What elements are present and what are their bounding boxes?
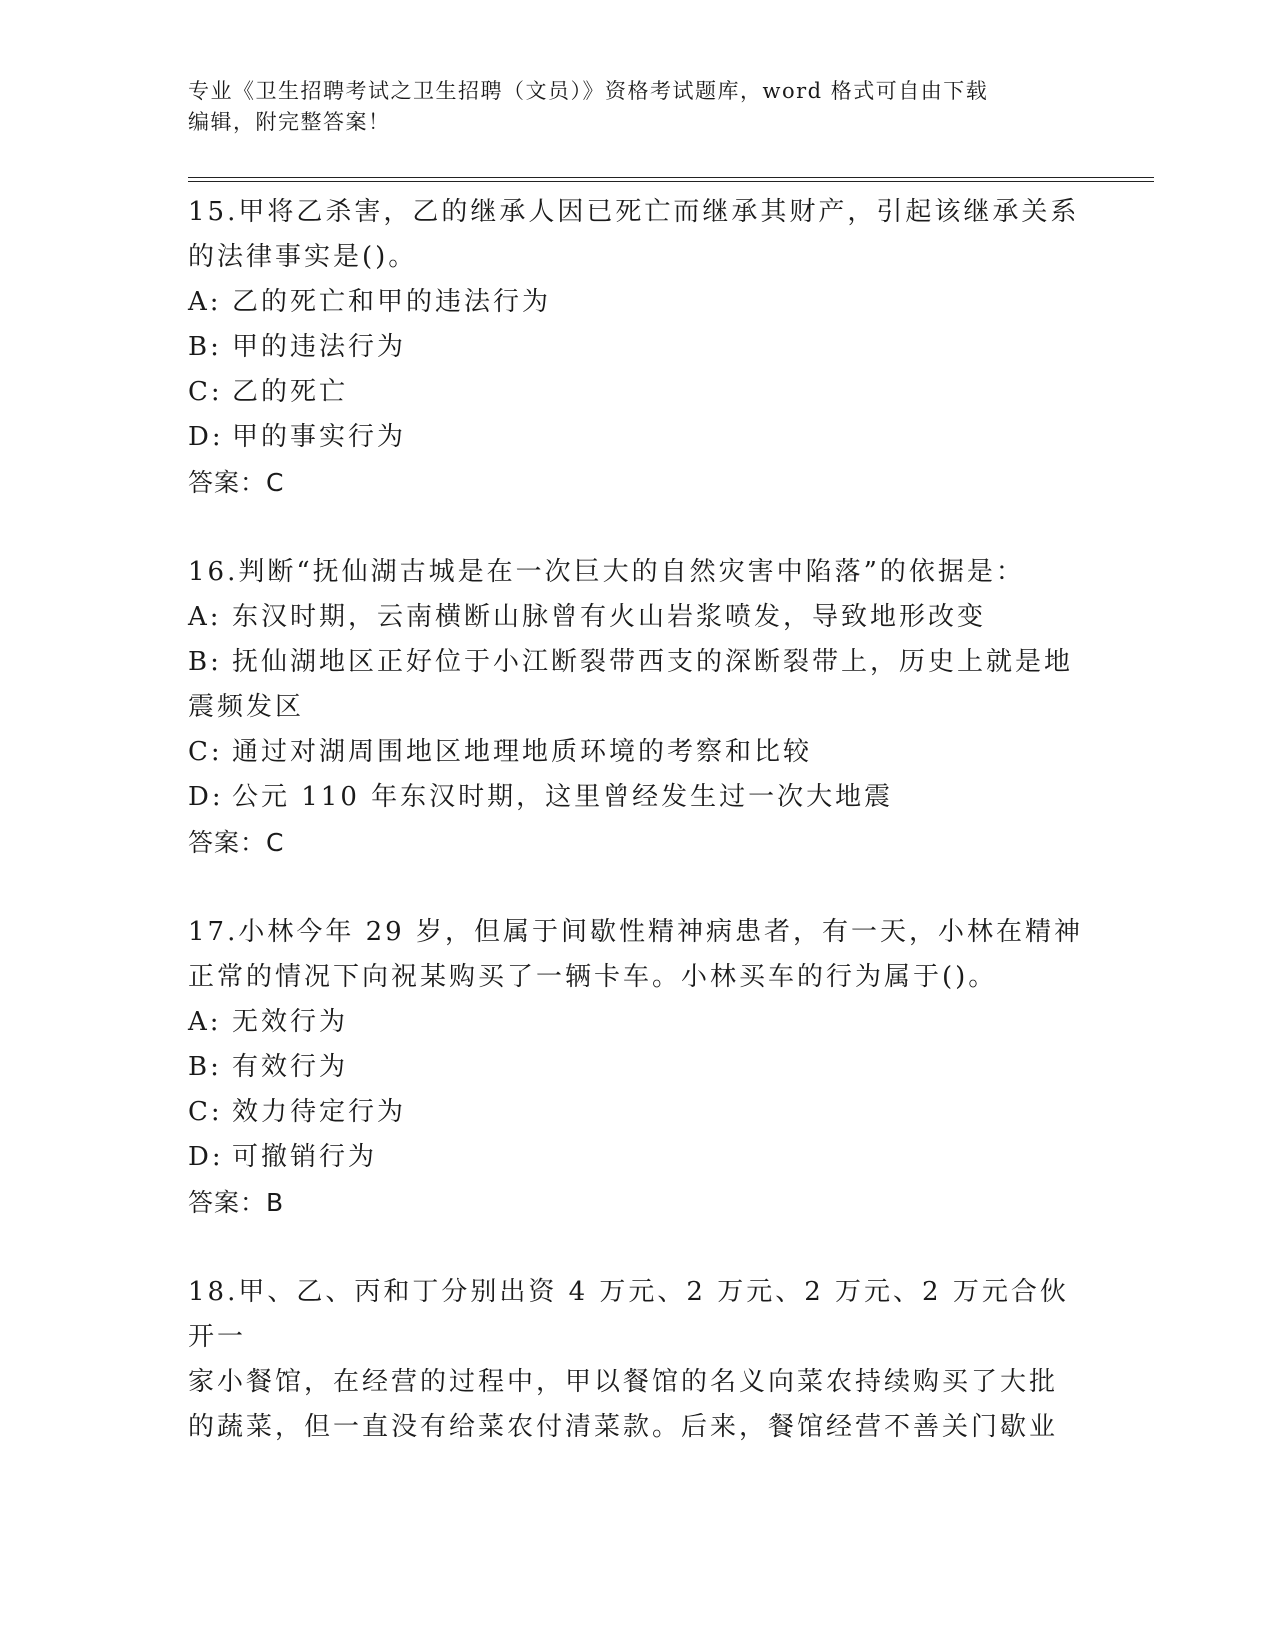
answer-line: 答案：C bbox=[188, 828, 285, 857]
stem-line: 15.甲将乙杀害，乙的继承人因已死亡而继承其财产，引起该继承关系 bbox=[188, 197, 1080, 227]
option-text: 东汉时期，云南横断山脉曾有火山岩浆喷发，导致地形改变 bbox=[232, 602, 987, 632]
option-letter: C: bbox=[188, 737, 223, 767]
question-stem bbox=[188, 910, 1088, 1000]
stem-line: 正常的情况下向祝某购买了一辆卡车。小林买车的行为属于()。 bbox=[188, 962, 998, 992]
stem-line: 的法律事实是()。 bbox=[188, 242, 418, 272]
option-text: 通过对湖周围地区地理地质环境的考察和比较 bbox=[232, 737, 813, 767]
option-text: 无效行为 bbox=[232, 1007, 349, 1037]
option-text: 乙的死亡和甲的违法行为 bbox=[232, 287, 552, 317]
header-line-1: 专业《卫生招聘考试之卫生招聘（文员）》资格考试题库，word 格式可自由下载 bbox=[188, 79, 989, 103]
option-d bbox=[188, 775, 1088, 820]
option-d bbox=[188, 415, 1088, 460]
question-17 bbox=[188, 910, 1088, 1225]
question-15 bbox=[188, 190, 1088, 505]
option-letter: B: bbox=[188, 332, 222, 362]
option-c bbox=[188, 1090, 1088, 1135]
stem-line: 17.小林今年 29 岁，但属于间歇性精神病患者，有一天，小林在精神 bbox=[188, 917, 1083, 947]
header-line-2: 编辑，附完整答案！ bbox=[188, 110, 391, 134]
option-c bbox=[188, 730, 1088, 775]
document-header bbox=[188, 76, 1088, 138]
option-letter: B: bbox=[188, 1052, 222, 1082]
header-divider-top bbox=[188, 177, 1154, 178]
question-stem bbox=[188, 190, 1088, 280]
stem-line: 家小餐馆，在经营的过程中，甲以餐馆的名义向菜农持续购买了大批 bbox=[188, 1367, 1059, 1397]
option-letter: A: bbox=[188, 287, 222, 317]
option-text: 甲的违法行为 bbox=[232, 332, 407, 362]
option-text: 可撤销行为 bbox=[232, 1142, 378, 1172]
option-text-continued: 震频发区 bbox=[188, 692, 305, 722]
option-a bbox=[188, 1000, 1088, 1045]
option-d bbox=[188, 1135, 1088, 1180]
option-letter: C: bbox=[188, 1097, 223, 1127]
option-letter: D: bbox=[188, 422, 224, 452]
stem-line: 16.判断“抚仙湖古城是在一次巨大的自然灾害中陷落”的依据是： bbox=[188, 557, 1025, 587]
question-stem bbox=[188, 550, 1088, 595]
answer-line: 答案：C bbox=[188, 468, 285, 497]
option-b bbox=[188, 640, 1088, 730]
header-divider-bottom bbox=[188, 181, 1154, 182]
question-stem bbox=[188, 1270, 1088, 1450]
option-text: 乙的死亡 bbox=[232, 377, 349, 407]
option-letter: A: bbox=[188, 602, 222, 632]
option-text: 效力待定行为 bbox=[232, 1097, 407, 1127]
option-letter: D: bbox=[188, 1142, 224, 1172]
option-c bbox=[188, 370, 1088, 415]
option-text: 甲的事实行为 bbox=[232, 422, 407, 452]
option-a bbox=[188, 595, 1088, 640]
option-text: 公元 110 年东汉时期，这里曾经发生过一次大地震 bbox=[232, 782, 894, 812]
question-list bbox=[188, 190, 1088, 1495]
option-b bbox=[188, 325, 1088, 370]
option-letter: D: bbox=[188, 782, 224, 812]
option-letter: A: bbox=[188, 1007, 222, 1037]
answer-line: 答案：B bbox=[188, 1188, 285, 1217]
option-text: 抚仙湖地区正好位于小江断裂带西支的深断裂带上，历史上就是地 bbox=[232, 647, 1074, 677]
option-letter: C: bbox=[188, 377, 223, 407]
stem-line: 的蔬菜，但一直没有给菜农付清菜款。后来，餐馆经营不善关门歇业 bbox=[188, 1412, 1059, 1442]
stem-line: 18.甲、乙、丙和丁分别出资 4 万元、2 万元、2 万元、2 万元合伙开一 bbox=[188, 1277, 1069, 1352]
option-b bbox=[188, 1045, 1088, 1090]
question-18 bbox=[188, 1270, 1088, 1450]
option-a bbox=[188, 280, 1088, 325]
option-letter: B: bbox=[188, 647, 222, 677]
question-16 bbox=[188, 550, 1088, 865]
option-text: 有效行为 bbox=[232, 1052, 349, 1082]
